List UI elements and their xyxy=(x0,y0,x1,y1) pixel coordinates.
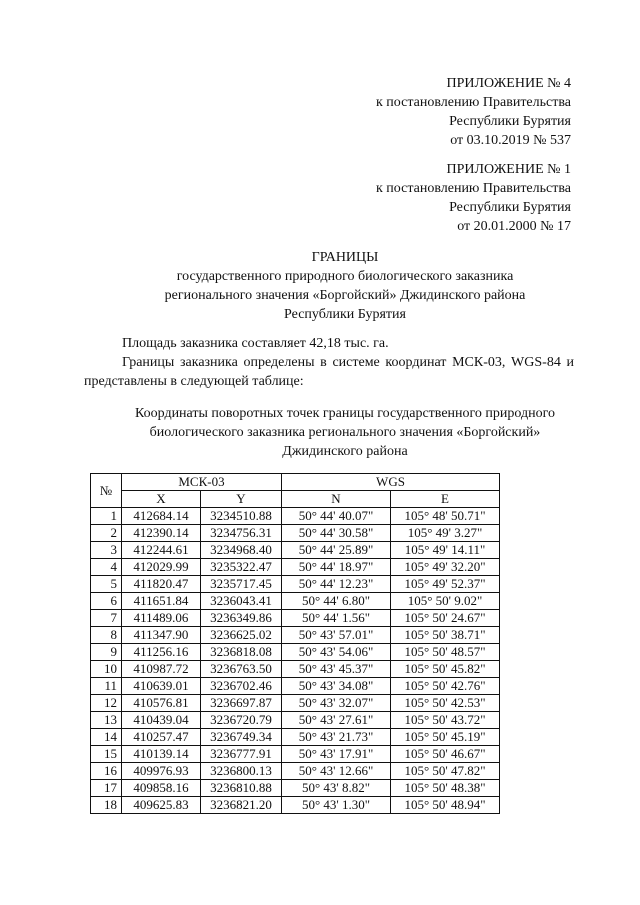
cell-n: 50° 43' 32.07" xyxy=(282,695,391,712)
cell-x: 409858.16 xyxy=(122,780,201,797)
caption-line: Координаты поворотных точек границы государственного природного xyxy=(134,406,555,421)
cell-y: 3236763.50 xyxy=(201,661,282,678)
cell-x: 411489.06 xyxy=(122,610,201,627)
cell-n: 50° 44' 6.80" xyxy=(282,593,391,610)
cell-n: 50° 43' 12.66" xyxy=(282,763,391,780)
table-caption xyxy=(60,404,630,461)
table-row xyxy=(91,712,500,729)
header-x: X xyxy=(122,491,201,508)
cell-x: 412390.14 xyxy=(122,525,201,542)
cell-e: 105° 50' 9.02" xyxy=(391,593,500,610)
cell-y: 3236697.87 xyxy=(201,695,282,712)
cell-n: 50° 43' 21.73" xyxy=(282,729,391,746)
table-row xyxy=(91,593,500,610)
cell-y: 3236043.41 xyxy=(201,593,282,610)
cell-e: 105° 50' 46.67" xyxy=(391,746,500,763)
table-row xyxy=(91,797,500,814)
cell-x: 409976.93 xyxy=(122,763,201,780)
title-heading: ГРАНИЦЫ xyxy=(311,250,379,265)
cell-n: 50° 43' 57.01" xyxy=(282,627,391,644)
cell-n: 50° 43' 34.08" xyxy=(282,678,391,695)
header-number: № xyxy=(91,474,122,508)
header-n: N xyxy=(282,491,391,508)
cell-n: 50° 44' 18.97" xyxy=(282,559,391,576)
cell-no: 8 xyxy=(91,627,122,644)
cell-x: 411651.84 xyxy=(122,593,201,610)
cell-y: 3236720.79 xyxy=(201,712,282,729)
cell-e: 105° 49' 52.37" xyxy=(391,576,500,593)
attachment-resolution-line: к постановлению Правительства xyxy=(375,181,571,196)
header-e: E xyxy=(391,491,500,508)
cell-e: 105° 50' 45.82" xyxy=(391,661,500,678)
cell-n: 50° 43' 8.82" xyxy=(282,780,391,797)
cell-no: 13 xyxy=(91,712,122,729)
cell-x: 410439.04 xyxy=(122,712,201,729)
attachment-header-original xyxy=(376,160,571,236)
attachment-number: ПРИЛОЖЕНИЕ № 1 xyxy=(446,162,571,177)
cell-x: 412244.61 xyxy=(122,542,201,559)
table-row xyxy=(91,729,500,746)
cell-no: 10 xyxy=(91,661,122,678)
table-row xyxy=(91,576,500,593)
cell-no: 5 xyxy=(91,576,122,593)
cell-y: 3236821.20 xyxy=(201,797,282,814)
cell-e: 105° 50' 24.67" xyxy=(391,610,500,627)
cell-n: 50° 43' 17.91" xyxy=(282,746,391,763)
table-row xyxy=(91,780,500,797)
attachment-header-current xyxy=(376,74,571,150)
cell-x: 410139.14 xyxy=(122,746,201,763)
cell-e: 105° 50' 45.19" xyxy=(391,729,500,746)
cell-no: 14 xyxy=(91,729,122,746)
cell-x: 410257.47 xyxy=(122,729,201,746)
table-row xyxy=(91,746,500,763)
cell-n: 50° 44' 40.07" xyxy=(282,508,391,525)
cell-e: 105° 50' 48.38" xyxy=(391,780,500,797)
area-text: Площадь заказника составляет 42,18 тыс. га. xyxy=(122,336,389,351)
cell-e: 105° 48' 50.71" xyxy=(391,508,500,525)
cell-y: 3236800.13 xyxy=(201,763,282,780)
cell-no: 7 xyxy=(91,610,122,627)
cell-e: 105° 50' 43.72" xyxy=(391,712,500,729)
cell-e: 105° 50' 48.94" xyxy=(391,797,500,814)
title-line: регионального значения «Боргойский» Джидинского района xyxy=(164,288,526,303)
bounds-paragraph: Границы заказника определены в системе координат МСК-03, WGS-84 и представлены в следующей таблице: xyxy=(84,355,574,389)
cell-no: 9 xyxy=(91,644,122,661)
cell-x: 412684.14 xyxy=(122,508,201,525)
table-row xyxy=(91,627,500,644)
cell-y: 3236625.02 xyxy=(201,627,282,644)
caption-line: Джидинского района xyxy=(282,444,408,459)
table-row xyxy=(91,508,500,525)
cell-n: 50° 44' 25.89" xyxy=(282,542,391,559)
cell-y: 3234968.40 xyxy=(201,542,282,559)
cell-e: 105° 49' 32.20" xyxy=(391,559,500,576)
cell-n: 50° 44' 12.23" xyxy=(282,576,391,593)
cell-e: 105° 50' 48.57" xyxy=(391,644,500,661)
header-msk: МСК-03 xyxy=(122,474,282,491)
header-y: Y xyxy=(201,491,282,508)
cell-e: 105° 50' 47.82" xyxy=(391,763,500,780)
cell-y: 3236810.88 xyxy=(201,780,282,797)
table-row xyxy=(91,559,500,576)
cell-y: 3235717.45 xyxy=(201,576,282,593)
cell-e: 105° 50' 42.53" xyxy=(391,695,500,712)
attachment-republic-line: Республики Бурятия xyxy=(449,114,571,129)
cell-y: 3236349.86 xyxy=(201,610,282,627)
header-wgs: WGS xyxy=(282,474,500,491)
cell-x: 411256.16 xyxy=(122,644,201,661)
cell-no: 6 xyxy=(91,593,122,610)
table-row xyxy=(91,695,500,712)
cell-y: 3236777.91 xyxy=(201,746,282,763)
cell-x: 410576.81 xyxy=(122,695,201,712)
table-row xyxy=(91,525,500,542)
cell-y: 3234510.88 xyxy=(201,508,282,525)
cell-n: 50° 43' 27.61" xyxy=(282,712,391,729)
caption-line: биологического заказника регионального значения «Боргойский» xyxy=(149,425,541,440)
cell-no: 12 xyxy=(91,695,122,712)
cell-no: 16 xyxy=(91,763,122,780)
cell-n: 50° 44' 30.58" xyxy=(282,525,391,542)
cell-n: 50° 44' 1.56" xyxy=(282,610,391,627)
cell-n: 50° 43' 1.30" xyxy=(282,797,391,814)
cell-e: 105° 50' 42.76" xyxy=(391,678,500,695)
cell-x: 410639.01 xyxy=(122,678,201,695)
table-row xyxy=(91,661,500,678)
cell-n: 50° 43' 45.37" xyxy=(282,661,391,678)
attachment-republic-line: Республики Бурятия xyxy=(449,200,571,215)
cell-e: 105° 49' 14.11" xyxy=(391,542,500,559)
cell-no: 4 xyxy=(91,559,122,576)
cell-x: 410987.72 xyxy=(122,661,201,678)
cell-y: 3235322.47 xyxy=(201,559,282,576)
coordinates-table xyxy=(90,473,500,814)
cell-y: 3236702.46 xyxy=(201,678,282,695)
table-row xyxy=(91,542,500,559)
cell-x: 412029.99 xyxy=(122,559,201,576)
cell-no: 15 xyxy=(91,746,122,763)
cell-no: 11 xyxy=(91,678,122,695)
cell-y: 3234756.31 xyxy=(201,525,282,542)
cell-no: 2 xyxy=(91,525,122,542)
cell-no: 3 xyxy=(91,542,122,559)
title-line: государственного природного биологического заказника xyxy=(176,269,514,284)
title-line: Республики Бурятия xyxy=(284,307,406,322)
attachment-date-line: от 03.10.2019 № 537 xyxy=(450,133,571,148)
table-row xyxy=(91,678,500,695)
table-row xyxy=(91,644,500,661)
cell-x: 411820.47 xyxy=(122,576,201,593)
attachment-number: ПРИЛОЖЕНИЕ № 4 xyxy=(446,76,571,91)
cell-y: 3236749.34 xyxy=(201,729,282,746)
table-row xyxy=(91,763,500,780)
table-row xyxy=(91,610,500,627)
cell-e: 105° 50' 38.71" xyxy=(391,627,500,644)
document-title xyxy=(60,248,630,324)
cell-no: 18 xyxy=(91,797,122,814)
cell-x: 411347.90 xyxy=(122,627,201,644)
area-paragraph xyxy=(84,334,574,353)
cell-x: 409625.83 xyxy=(122,797,201,814)
cell-y: 3236818.08 xyxy=(201,644,282,661)
cell-n: 50° 43' 54.06" xyxy=(282,644,391,661)
table-body xyxy=(91,508,500,814)
cell-no: 17 xyxy=(91,780,122,797)
attachment-date-line: от 20.01.2000 № 17 xyxy=(457,219,571,234)
cell-no: 1 xyxy=(91,508,122,525)
attachment-resolution-line: к постановлению Правительства xyxy=(375,95,571,110)
cell-e: 105° 49' 3.27" xyxy=(391,525,500,542)
